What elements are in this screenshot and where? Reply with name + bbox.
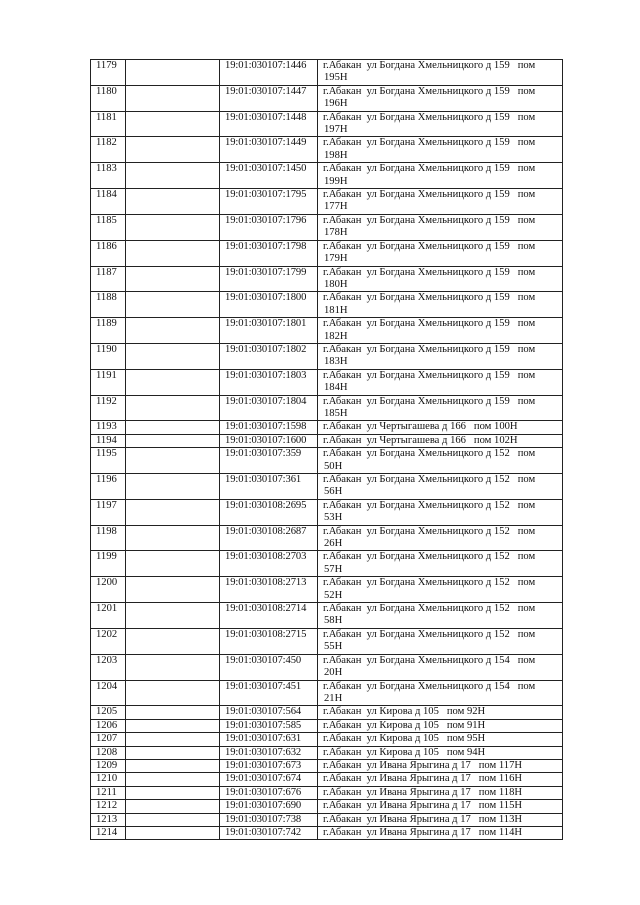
premises-number: 196Н xyxy=(324,98,348,110)
table-row xyxy=(91,163,563,189)
address-cell xyxy=(318,773,563,786)
row-number-cell: 1209 xyxy=(91,759,126,772)
empty-cell xyxy=(126,759,220,772)
address-cell xyxy=(318,719,563,732)
cadastral-number-cell: 19:01:030107:1799 xyxy=(220,266,318,292)
empty-cell xyxy=(126,525,220,551)
premises-number: 182Н xyxy=(324,330,348,342)
cadastral-number-cell: 19:01:030108:2703 xyxy=(220,551,318,577)
address-line: г.Абакан ул Ивана Ярыгина д 17 пом 113Н xyxy=(323,813,523,825)
table-row xyxy=(91,706,563,719)
table-row xyxy=(91,577,563,603)
empty-cell xyxy=(126,813,220,826)
address-cell xyxy=(318,474,563,500)
row-number-cell: 1188 xyxy=(91,292,126,318)
empty-cell xyxy=(126,746,220,759)
address-line: г.Абакан ул Богдана Хмельницкого д 152 пом xyxy=(323,525,536,537)
address-line: г.Абакан ул Богдана Хмельницкого д 159 пом xyxy=(323,60,536,71)
cadastral-number-cell: 19:01:030107:1447 xyxy=(220,85,318,111)
table-row xyxy=(91,499,563,525)
premises-number: 178Н xyxy=(324,227,348,239)
empty-cell xyxy=(126,826,220,839)
empty-cell xyxy=(126,214,220,240)
table-body xyxy=(91,60,563,840)
table-row xyxy=(91,773,563,786)
table-row xyxy=(91,786,563,799)
cadastral-number-cell: 19:01:030107:1446 xyxy=(220,60,318,86)
address-cell xyxy=(318,499,563,525)
empty-cell xyxy=(126,85,220,111)
row-number-cell: 1212 xyxy=(91,800,126,813)
address-line: г.Абакан ул Богдана Хмельницкого д 159 пом xyxy=(323,163,536,175)
row-number-cell: 1206 xyxy=(91,719,126,732)
empty-cell xyxy=(126,551,220,577)
address-cell xyxy=(318,163,563,189)
cadastral-number-cell: 19:01:030107:361 xyxy=(220,474,318,500)
empty-cell xyxy=(126,111,220,137)
table-row xyxy=(91,434,563,447)
address-cell xyxy=(318,214,563,240)
table-row xyxy=(91,189,563,215)
empty-cell xyxy=(126,733,220,746)
address-line: г.Абакан ул Богдана Хмельницкого д 152 пом xyxy=(323,448,536,460)
table-row xyxy=(91,111,563,137)
premises-number: 180Н xyxy=(324,278,348,290)
address-line: г.Абакан ул Богдана Хмельницкого д 159 пом xyxy=(323,214,536,226)
row-number-cell: 1182 xyxy=(91,137,126,163)
address-cell xyxy=(318,318,563,344)
row-number-cell: 1213 xyxy=(91,813,126,826)
table-row xyxy=(91,525,563,551)
table-row xyxy=(91,292,563,318)
row-number-cell: 1180 xyxy=(91,85,126,111)
row-number-cell: 1214 xyxy=(91,826,126,839)
premises-number: 183Н xyxy=(324,356,348,368)
premises-number: 55Н xyxy=(324,641,343,653)
cadastral-number-cell: 19:01:030107:1800 xyxy=(220,292,318,318)
empty-cell xyxy=(126,292,220,318)
empty-cell xyxy=(126,773,220,786)
address-cell xyxy=(318,551,563,577)
row-number-cell: 1197 xyxy=(91,499,126,525)
address-cell xyxy=(318,292,563,318)
table-row xyxy=(91,318,563,344)
address-cell xyxy=(318,266,563,292)
table-row xyxy=(91,813,563,826)
table-row xyxy=(91,680,563,706)
address-line: г.Абакан ул Богдана Хмельницкого д 159 пом xyxy=(323,137,536,149)
cadastral-number-cell: 19:01:030107:1802 xyxy=(220,343,318,369)
row-number-cell: 1186 xyxy=(91,240,126,266)
row-number-cell: 1193 xyxy=(91,421,126,434)
cadastral-number-cell: 19:01:030107:1803 xyxy=(220,369,318,395)
address-line: г.Абакан ул Кирова д 105 пом 91Н xyxy=(323,719,486,731)
empty-cell xyxy=(126,680,220,706)
row-number-cell: 1192 xyxy=(91,395,126,421)
premises-number: 21Н xyxy=(324,692,343,704)
premises-number: 57Н xyxy=(324,563,343,575)
address-line: г.Абакан ул Богдана Хмельницкого д 152 пом xyxy=(323,551,536,563)
cadastral-number-cell: 19:01:030107:450 xyxy=(220,654,318,680)
table-row xyxy=(91,60,563,86)
address-cell xyxy=(318,800,563,813)
address-line: г.Абакан ул Кирова д 105 пом 94Н xyxy=(323,746,486,758)
address-line: г.Абакан ул Ивана Ярыгина д 17 пом 118Н xyxy=(323,786,523,798)
empty-cell xyxy=(126,719,220,732)
address-cell xyxy=(318,680,563,706)
address-line: г.Абакан ул Ивана Ярыгина д 17 пом 114Н xyxy=(323,826,523,838)
table-row xyxy=(91,746,563,759)
table-row xyxy=(91,826,563,839)
address-cell xyxy=(318,111,563,137)
row-number-cell: 1202 xyxy=(91,628,126,654)
cadastral-number-cell: 19:01:030107:1796 xyxy=(220,214,318,240)
cadastral-number-cell: 19:01:030107:1448 xyxy=(220,111,318,137)
premises-number: 50Н xyxy=(324,460,343,472)
table-row xyxy=(91,266,563,292)
row-number-cell: 1203 xyxy=(91,654,126,680)
cadastral-number-cell: 19:01:030107:631 xyxy=(220,733,318,746)
row-number-cell: 1181 xyxy=(91,111,126,137)
address-cell xyxy=(318,240,563,266)
row-number-cell: 1200 xyxy=(91,577,126,603)
premises-number: 20Н xyxy=(324,667,343,679)
premises-number: 195Н xyxy=(324,72,348,84)
empty-cell xyxy=(126,800,220,813)
address-cell xyxy=(318,603,563,629)
table-row xyxy=(91,214,563,240)
address-line: г.Абакан ул Ивана Ярыгина д 17 пом 117Н xyxy=(323,759,523,771)
cadastral-number-cell: 19:01:030108:2713 xyxy=(220,577,318,603)
row-number-cell: 1208 xyxy=(91,746,126,759)
address-line: г.Абакан ул Чертыгашева д 166 пом 102Н xyxy=(323,434,518,446)
address-cell xyxy=(318,759,563,772)
row-number-cell: 1198 xyxy=(91,525,126,551)
address-line: г.Абакан ул Богдана Хмельницкого д 152 пом xyxy=(323,603,536,615)
empty-cell xyxy=(126,421,220,434)
address-line: г.Абакан ул Богдана Хмельницкого д 154 пом xyxy=(323,680,536,692)
row-number-cell: 1190 xyxy=(91,343,126,369)
address-cell xyxy=(318,654,563,680)
table-row xyxy=(91,421,563,434)
premises-number: 58Н xyxy=(324,615,343,627)
cadastral-number-cell: 19:01:030107:1450 xyxy=(220,163,318,189)
empty-cell xyxy=(126,318,220,344)
table-row xyxy=(91,733,563,746)
address-line: г.Абакан ул Богдана Хмельницкого д 159 пом xyxy=(323,85,536,97)
address-line: г.Абакан ул Чертыгашева д 166 пом 100Н xyxy=(323,421,518,433)
empty-cell xyxy=(126,434,220,447)
cadastral-number-cell: 19:01:030107:738 xyxy=(220,813,318,826)
cadastral-number-cell: 19:01:030108:2687 xyxy=(220,525,318,551)
empty-cell xyxy=(126,786,220,799)
address-cell xyxy=(318,369,563,395)
row-number-cell: 1185 xyxy=(91,214,126,240)
cadastral-number-cell: 19:01:030107:1600 xyxy=(220,434,318,447)
address-cell xyxy=(318,706,563,719)
cadastral-number-cell: 19:01:030107:632 xyxy=(220,746,318,759)
cadastral-number-cell: 19:01:030107:673 xyxy=(220,759,318,772)
address-line: г.Абакан ул Богдана Хмельницкого д 152 пом xyxy=(323,628,536,640)
address-cell xyxy=(318,733,563,746)
table-row xyxy=(91,800,563,813)
premises-number: 184Н xyxy=(324,382,348,394)
row-number-cell: 1211 xyxy=(91,786,126,799)
table-row xyxy=(91,395,563,421)
address-line: г.Абакан ул Кирова д 105 пом 92Н xyxy=(323,706,486,718)
row-number-cell: 1204 xyxy=(91,680,126,706)
address-cell xyxy=(318,813,563,826)
cadastral-number-cell: 19:01:030107:1804 xyxy=(220,395,318,421)
row-number-cell: 1195 xyxy=(91,448,126,474)
table-row xyxy=(91,759,563,772)
premises-number: 56Н xyxy=(324,486,343,498)
empty-cell xyxy=(126,395,220,421)
address-cell xyxy=(318,746,563,759)
address-line: г.Абакан ул Богдана Хмельницкого д 152 пом xyxy=(323,474,536,485)
address-cell xyxy=(318,826,563,839)
premises-number: 177Н xyxy=(324,201,348,213)
address-line: г.Абакан ул Богдана Хмельницкого д 159 пом xyxy=(323,369,536,381)
premises-number: 185Н xyxy=(324,407,348,419)
address-cell xyxy=(318,189,563,215)
cadastral-number-cell: 19:01:030107:451 xyxy=(220,680,318,706)
address-cell xyxy=(318,421,563,434)
cadastral-number-cell: 19:01:030107:585 xyxy=(220,719,318,732)
cadastral-number-cell: 19:01:030107:674 xyxy=(220,773,318,786)
table-row xyxy=(91,474,563,500)
row-number-cell: 1184 xyxy=(91,189,126,215)
premises-number: 52Н xyxy=(324,589,343,601)
table-row xyxy=(91,628,563,654)
empty-cell xyxy=(126,474,220,500)
address-line: г.Абакан ул Богдана Хмельницкого д 159 пом xyxy=(323,240,536,252)
empty-cell xyxy=(126,163,220,189)
row-number-cell: 1189 xyxy=(91,318,126,344)
cadastral-number-cell: 19:01:030107:1801 xyxy=(220,318,318,344)
address-cell xyxy=(318,525,563,551)
address-line: г.Абакан ул Кирова д 105 пом 95Н xyxy=(323,733,486,745)
address-cell xyxy=(318,448,563,474)
address-cell xyxy=(318,628,563,654)
address-cell xyxy=(318,395,563,421)
address-line: г.Абакан ул Ивана Ярыгина д 17 пом 116Н xyxy=(323,773,523,785)
row-number-cell: 1187 xyxy=(91,266,126,292)
premises-number: 179Н xyxy=(324,253,348,265)
empty-cell xyxy=(126,266,220,292)
row-number-cell: 1196 xyxy=(91,474,126,500)
row-number-cell: 1205 xyxy=(91,706,126,719)
address-line: г.Абакан ул Богдана Хмельницкого д 159 пом xyxy=(323,189,536,201)
property-register-table xyxy=(90,59,563,840)
cadastral-number-cell: 19:01:030108:2695 xyxy=(220,499,318,525)
table-row xyxy=(91,448,563,474)
empty-cell xyxy=(126,343,220,369)
empty-cell xyxy=(126,706,220,719)
cadastral-number-cell: 19:01:030107:742 xyxy=(220,826,318,839)
address-cell xyxy=(318,60,563,86)
empty-cell xyxy=(126,189,220,215)
address-line: г.Абакан ул Богдана Хмельницкого д 152 пом xyxy=(323,499,536,511)
address-cell xyxy=(318,577,563,603)
table-row xyxy=(91,85,563,111)
row-number-cell: 1194 xyxy=(91,434,126,447)
address-cell xyxy=(318,434,563,447)
address-cell xyxy=(318,85,563,111)
premises-number: 199Н xyxy=(324,175,348,187)
premises-number: 53Н xyxy=(324,512,343,524)
address-cell xyxy=(318,137,563,163)
empty-cell xyxy=(126,603,220,629)
empty-cell xyxy=(126,60,220,86)
row-number-cell: 1191 xyxy=(91,369,126,395)
empty-cell xyxy=(126,369,220,395)
empty-cell xyxy=(126,137,220,163)
address-line: г.Абакан ул Богдана Хмельницкого д 159 пом xyxy=(323,266,536,278)
address-cell xyxy=(318,786,563,799)
cadastral-number-cell: 19:01:030108:2715 xyxy=(220,628,318,654)
row-number-cell: 1183 xyxy=(91,163,126,189)
cadastral-number-cell: 19:01:030107:564 xyxy=(220,706,318,719)
premises-number: 26Н xyxy=(324,538,343,550)
premises-number: 181Н xyxy=(324,304,348,316)
address-cell xyxy=(318,343,563,369)
premises-number: 198Н xyxy=(324,149,348,161)
cadastral-number-cell: 19:01:030107:676 xyxy=(220,786,318,799)
table-row xyxy=(91,654,563,680)
cadastral-number-cell: 19:01:030107:1798 xyxy=(220,240,318,266)
empty-cell xyxy=(126,654,220,680)
cadastral-number-cell: 19:01:030107:359 xyxy=(220,448,318,474)
table-row xyxy=(91,240,563,266)
cadastral-number-cell: 19:01:030108:2714 xyxy=(220,603,318,629)
cadastral-number-cell: 19:01:030107:1795 xyxy=(220,189,318,215)
row-number-cell: 1207 xyxy=(91,733,126,746)
address-line: г.Абакан ул Богдана Хмельницкого д 154 пом xyxy=(323,654,536,666)
table-row xyxy=(91,343,563,369)
empty-cell xyxy=(126,499,220,525)
address-line: г.Абакан ул Богдана Хмельницкого д 152 пом xyxy=(323,577,536,589)
cadastral-number-cell: 19:01:030107:1598 xyxy=(220,421,318,434)
table-row xyxy=(91,719,563,732)
address-line: г.Абакан ул Богдана Хмельницкого д 159 пом xyxy=(323,395,536,407)
cadastral-number-cell: 19:01:030107:690 xyxy=(220,800,318,813)
empty-cell xyxy=(126,240,220,266)
address-line: г.Абакан ул Богдана Хмельницкого д 159 пом xyxy=(323,343,536,355)
address-line: г.Абакан ул Богдана Хмельницкого д 159 пом xyxy=(323,111,536,123)
table-row xyxy=(91,137,563,163)
address-line: г.Абакан ул Богдана Хмельницкого д 159 пом xyxy=(323,318,536,330)
table-row xyxy=(91,369,563,395)
cadastral-number-cell: 19:01:030107:1449 xyxy=(220,137,318,163)
address-line: г.Абакан ул Богдана Хмельницкого д 159 пом xyxy=(323,292,536,304)
row-number-cell: 1179 xyxy=(91,60,126,86)
empty-cell xyxy=(126,577,220,603)
premises-number: 197Н xyxy=(324,124,348,136)
empty-cell xyxy=(126,448,220,474)
table-row xyxy=(91,603,563,629)
address-line: г.Абакан ул Ивана Ярыгина д 17 пом 115Н xyxy=(323,800,523,812)
empty-cell xyxy=(126,628,220,654)
row-number-cell: 1201 xyxy=(91,603,126,629)
row-number-cell: 1199 xyxy=(91,551,126,577)
row-number-cell: 1210 xyxy=(91,773,126,786)
table-row xyxy=(91,551,563,577)
